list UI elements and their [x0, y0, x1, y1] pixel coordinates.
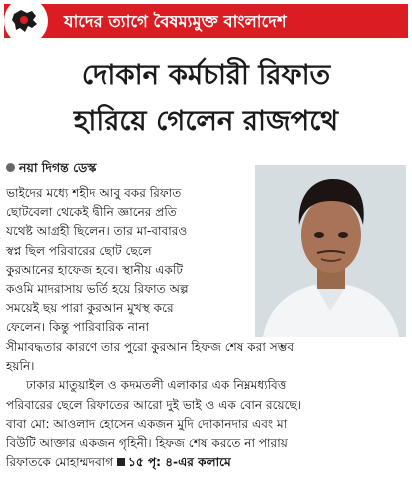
bangladesh-map-icon: [10, 8, 40, 34]
square-bullet-icon: [117, 458, 125, 466]
body-line: কুরআনের হাফেজ হবে। স্থানীয় একটি: [6, 262, 183, 277]
byline-text: নয়া দিগন্ত ডেস্ক: [19, 160, 97, 175]
banner-title: যাদের ত্যাগে বৈষম্যমুক্ত বাংলাদেশ: [64, 12, 287, 31]
body-line: স্বপ্ন ছিল পরিবারের ছোট ছেলে: [6, 243, 152, 258]
body-line: পরিবারের ছেলে রিফাতের আরো দুই ভাই ও এক বোন রয়েছে।: [6, 397, 302, 412]
body-last-line: [6, 453, 406, 472]
body-line: ফেলেন। কিন্তু পারিবারিক নানা: [6, 320, 150, 335]
headline-line-2: হারিয়ে গেলেন রাজপথে: [73, 105, 339, 137]
article-headline: [4, 52, 408, 144]
last-line-text: রিফাতকে মোহাম্মদবাগ: [6, 455, 114, 470]
headline-line-1: দোকান কর্মচারী রিফাত: [81, 59, 331, 91]
body-line: বাবা মো: আওলাদ হোসেন একজন মুদি দোকানদার এবং মা: [6, 416, 288, 431]
bullet-icon: [6, 163, 15, 172]
article-body-beside-photo: [6, 184, 246, 338]
body-line: কওমি মাদরাসায় ভর্তি হয়ে রিফাত অল্প: [6, 281, 189, 296]
body-line: ছোটবেলা থেকেই দ্বীনি জ্ঞানের প্রতি: [6, 205, 177, 220]
body-line: ঢাকার মাতুয়াইল ও কদমতলী এলাকার এক নিম্নমধ্যবিত্ত: [26, 378, 287, 393]
portrait-photo: [255, 165, 406, 337]
continuation-note: ১৫ পৃ: ৪-এর কলামে: [128, 455, 231, 470]
body-line: বিউটি আক্তার একজন গৃহিনী। হিফজ শেষ করতে না পারায়: [6, 435, 288, 450]
body-line: ভাইদের মধ্যে শহীদ আবু বকর রিফাত: [6, 186, 182, 200]
section-banner: [4, 4, 408, 38]
banner-logo-circle: [4, 4, 48, 38]
body-line: সীমাবদ্ধতার কারণে তার পুরো কুরআন হিফজ শেষ করা সম্ভব: [6, 340, 295, 354]
article-body-full-width: [6, 338, 406, 472]
body-line: যথেষ্ট আগ্রহী ছিলেন। তার মা-বাবারও: [6, 224, 188, 239]
byline: [6, 160, 96, 180]
body-line: হয়নি।: [6, 359, 35, 374]
portrait-illustration: [255, 165, 406, 337]
body-line: সময়েই ছয় পারা কুরআন মুখস্থ করে: [6, 301, 174, 316]
